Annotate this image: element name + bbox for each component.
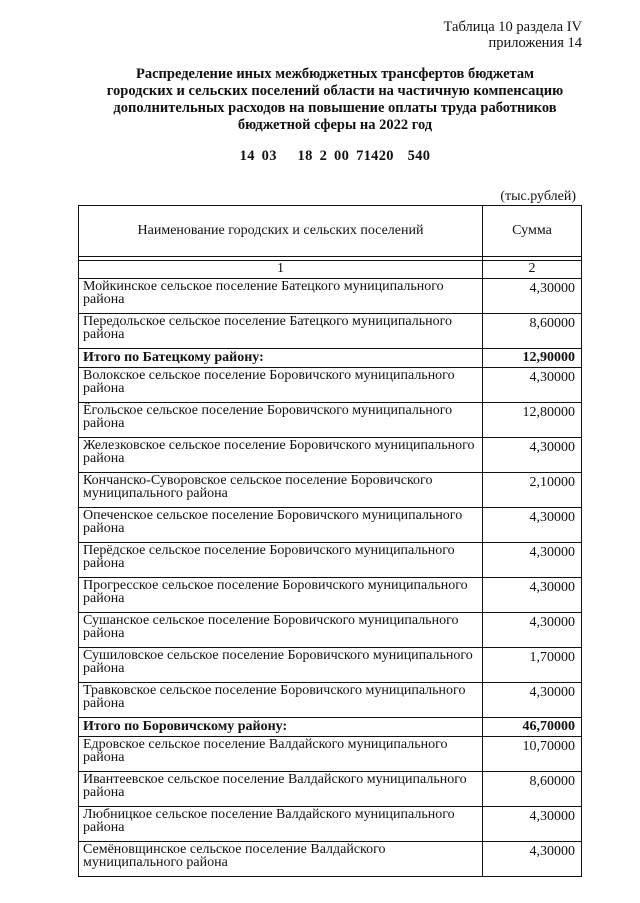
settlement-amount: 4,30000 [483,578,582,613]
subtotal-amount: 46,70000 [483,718,582,737]
table-row [79,473,582,508]
table-row [79,648,582,683]
table-row [79,737,582,772]
title-line-3: дополнительных расходов на повышение оплаты труда работников [113,100,557,116]
table-row [79,772,582,807]
subtotal-label: Итого по Батецкому району: [79,349,483,368]
title-line-2: городских и сельских поселений области на частичную компенсацию [106,83,564,99]
table-row [79,368,582,403]
units-label: (тыс.рублей) [500,189,576,204]
subtotal-row [79,349,582,368]
table-row [79,578,582,613]
settlement-amount: 10,70000 [483,737,582,772]
table-row [79,508,582,543]
distribution-table [78,205,582,877]
settlement-name: Ивантеевское сельское поселение Валдайского муниципального района [79,772,483,807]
settlement-name: Едровское сельское поселение Валдайского муниципального района [79,737,483,772]
title-line-1: Распределение иных межбюджетных трансфертов бюджетам [136,66,534,82]
settlement-name: Передольское сельское поселение Батецкого муниципального района [79,314,483,349]
settlement-amount: 4,30000 [483,807,582,842]
document-title [70,66,600,134]
settlement-amount: 4,30000 [483,368,582,403]
column-header-name: Наименование городских и сельских поселений [79,206,483,257]
table-row [79,403,582,438]
table-reference [444,19,582,51]
settlement-name: Сушиловское сельское поселение Боровичского муниципального района [79,648,483,683]
subtotal-amount: 12,90000 [483,349,582,368]
column-number-2: 2 [483,261,582,279]
title-line-4: бюджетной сферы на 2022 год [237,117,433,133]
subtotal-label: Итого по Боровичскому району: [79,718,483,737]
column-header-amount: Сумма [483,206,582,257]
column-number-1: 1 [79,261,483,279]
settlement-amount: 4,30000 [483,613,582,648]
settlement-amount: 4,30000 [483,543,582,578]
settlement-name: Любницкое сельское поселение Валдайского муниципального района [79,807,483,842]
column-number-row [79,261,582,279]
table-row [79,613,582,648]
settlement-amount: 4,30000 [483,683,582,718]
settlement-amount: 1,70000 [483,648,582,683]
table-row [79,543,582,578]
settlement-amount: 8,60000 [483,772,582,807]
settlement-amount: 4,30000 [483,508,582,543]
settlement-name: Ёгольское сельское поселение Боровичского муниципального района [79,403,483,438]
table-reference-line-2: приложения 14 [488,35,582,51]
table-row [79,438,582,473]
settlement-name: Сушанское сельское поселение Боровичского муниципального района [79,613,483,648]
subtotal-row [79,718,582,737]
settlement-amount: 2,10000 [483,473,582,508]
settlement-amount: 8,60000 [483,314,582,349]
budget-classification-code: 14 03 18 2 00 71420 540 [239,148,431,164]
table-row [79,279,582,314]
settlement-name: Прогресское сельское поселение Боровичского муниципального района [79,578,483,613]
settlement-name: Опеченское сельское поселение Боровичского муниципального района [79,508,483,543]
settlement-amount: 12,80000 [483,403,582,438]
settlement-name: Перёдское сельское поселение Боровичского муниципального района [79,543,483,578]
settlement-name: Железковское сельское поселение Боровичского муниципального района [79,438,483,473]
table-reference-line-1: Таблица 10 раздела IV [443,19,582,35]
settlement-amount: 4,30000 [483,842,582,877]
settlement-name: Волокское сельское поселение Боровичского муниципального района [79,368,483,403]
table-row [79,683,582,718]
settlement-amount: 4,30000 [483,279,582,314]
settlement-amount: 4,30000 [483,438,582,473]
settlement-name: Семёновщинское сельское поселение Валдайского муниципального района [79,842,483,877]
settlement-name: Травковское сельское поселение Боровичского муниципального района [79,683,483,718]
table-header-row [79,206,582,257]
table-row [79,842,582,877]
table-row [79,807,582,842]
settlement-name: Мойкинское сельское поселение Батецкого муниципального района [79,279,483,314]
table-row [79,314,582,349]
settlement-name: Кончанско-Суворовское сельское поселение Боровичского муниципального района [79,473,483,508]
